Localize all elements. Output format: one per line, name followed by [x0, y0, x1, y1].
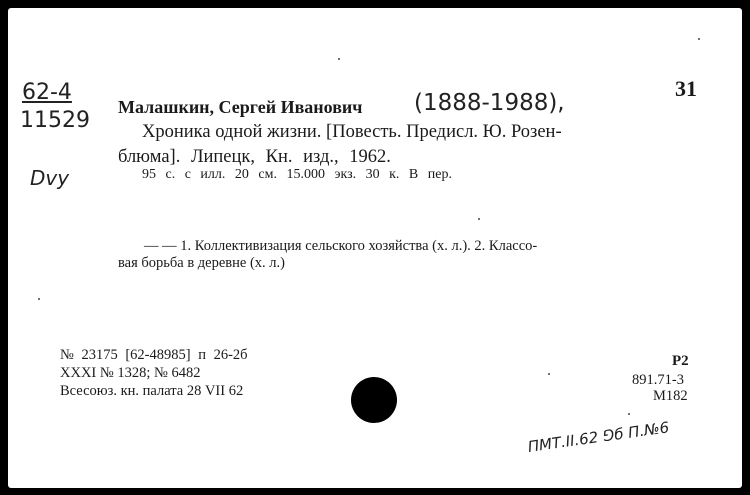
card-number: 31 — [675, 76, 697, 101]
catalog-card — [8, 8, 742, 488]
subjects-line-1: — — 1. Коллективизация сельского хозяйства (х. л.). 2. Классо- — [144, 238, 538, 254]
scan-speck — [628, 413, 630, 415]
physical-description: 95 с. с илл. 20 см. 15.000 экз. 30 к. В пер. — [142, 167, 452, 182]
card-punch-hole — [351, 377, 397, 423]
handwritten-life-dates: (1888-1988), — [414, 90, 565, 116]
registration-line-2: XXXI № 1328; № 6482 — [60, 365, 201, 381]
title-line-2: блюма]. Липецк, Кн. изд., 1962. — [118, 147, 391, 167]
scan-speck — [698, 38, 700, 40]
author-heading: Малашкин, Сергей Иванович — [118, 97, 363, 117]
classification-line-3: М182 — [653, 388, 688, 404]
scan-speck — [338, 58, 340, 60]
handwritten-call-number-top: 62-4 — [22, 80, 72, 105]
subjects-line-2: вая борьба в деревне (х. л.) — [118, 255, 285, 271]
scan-speck — [478, 218, 480, 220]
registration-line-1: № 23175 [62-48985] п 26-2б — [60, 347, 248, 363]
classification-line-1: Р2 — [672, 353, 689, 369]
classification-line-2: 891.71-3 — [632, 372, 684, 388]
handwritten-initials: Dvy — [30, 166, 70, 190]
registration-line-3: Всесоюз. кн. палата 28 VII 62 — [60, 383, 244, 399]
scan-speck — [548, 373, 550, 375]
handwritten-call-number-bottom: 11529 — [20, 108, 90, 133]
scan-speck — [38, 298, 40, 300]
title-line-1: Хроника одной жизни. [Повесть. Предисл. Ю. Розен- — [142, 122, 562, 142]
handwritten-bottom-note: ПМТ.II.62 ⅁б П.№6 — [526, 418, 671, 456]
